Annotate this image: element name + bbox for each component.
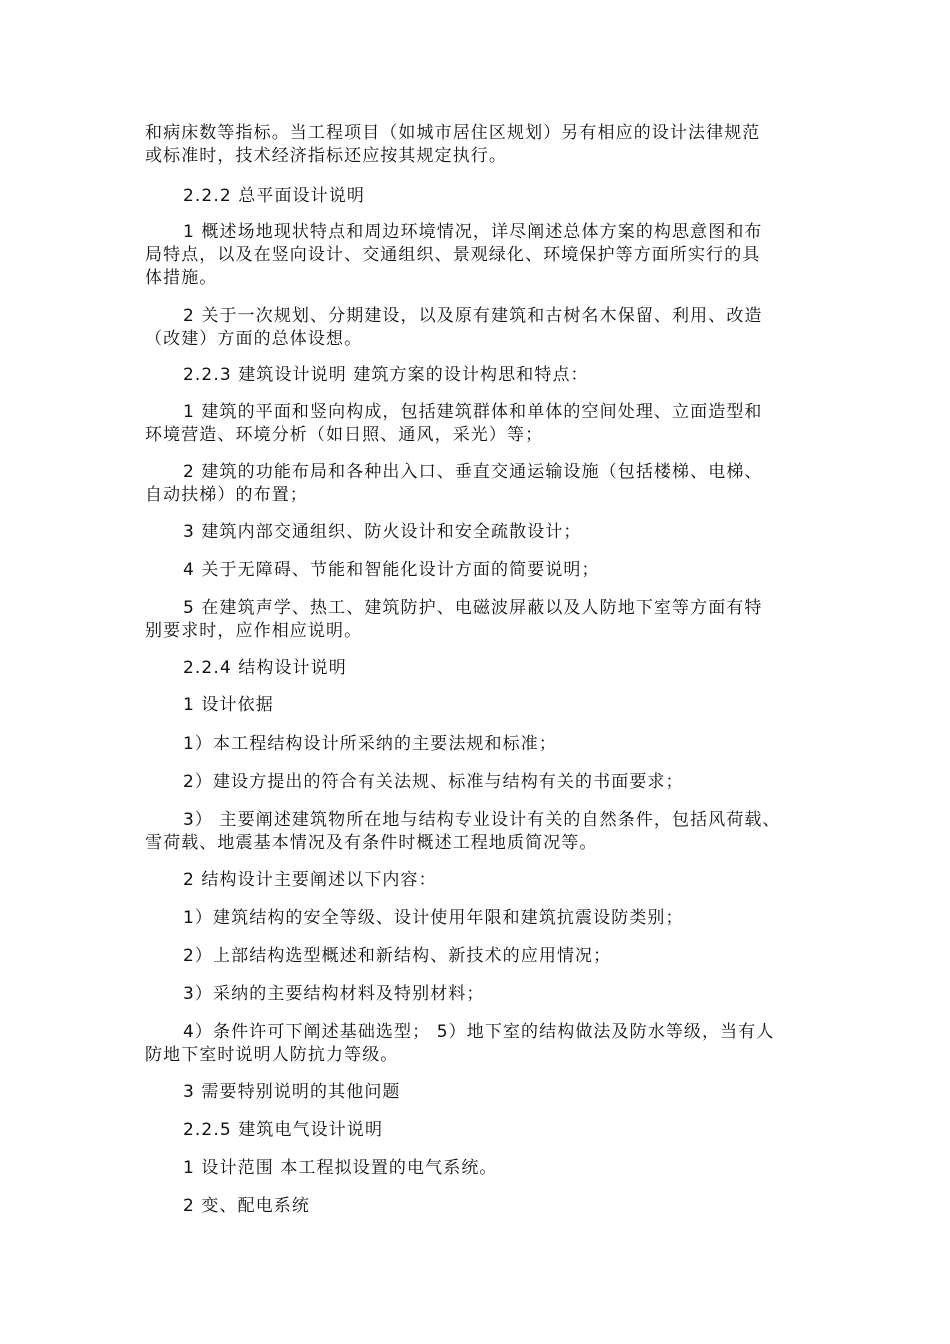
text-line: 自动扶梯）的布置；	[145, 485, 308, 505]
text-line: 2 结构设计主要阐述以下内容：	[183, 870, 437, 890]
list-item-safety-grade	[145, 907, 825, 930]
list-item-materials	[145, 983, 825, 1006]
section-heading-2-2-2	[145, 185, 825, 208]
text-line: 和病床数等指标。当工程项目（如城市居住区规划）另有相应的设计法律规范	[145, 123, 761, 143]
text-line: 2 变、配电系统	[183, 1196, 311, 1216]
paragraph-power-distribution	[145, 1195, 825, 1218]
text-line: 或标准时，技术经济指标还应按其规定执行。	[145, 146, 507, 166]
paragraph-tech-indicators-continued	[145, 122, 825, 168]
text-line: 3 需要特别说明的其他问题	[183, 1082, 401, 1102]
text-line: 1 概述场地现状特点和周边环境情况，详尽阐述总体方案的构思意图和布	[183, 222, 763, 242]
paragraph-accessibility	[145, 559, 825, 582]
text-line: 2 关于一次规划、分期建设，以及原有建筑和古树名木保留、利用、改造	[183, 306, 763, 326]
heading-text: 2.2.2 总平面设计说明	[183, 186, 365, 206]
list-item-foundation-basement	[145, 1021, 825, 1067]
text-line: 4 关于无障碍、节能和智能化设计方面的简要说明；	[183, 560, 600, 580]
text-line: 1 设计依据	[183, 695, 274, 715]
text-line: 1）本工程结构设计所采纳的主要法规和标准；	[183, 734, 557, 754]
text-line: 3 建筑内部交通组织、防火设计和安全疏散设计；	[183, 522, 582, 542]
text-line: （改建）方面的总体设想。	[145, 329, 363, 349]
paragraph-functional-layout	[145, 461, 825, 507]
text-line: 1 建筑的平面和竖向构成，包括建筑群体和单体的空间处理、立面造型和	[183, 402, 763, 422]
paragraph-design-scope	[145, 1157, 825, 1180]
text-line: 3）采纳的主要结构材料及特别材料；	[183, 984, 485, 1004]
text-line: 雪荷载、地震基本情况及有条件时概述工程地质简况等。	[145, 833, 598, 853]
list-item-superstructure	[145, 945, 825, 968]
text-line: 2 建筑的功能布局和各种出入口、垂直交通运输设施（包括楼梯、电梯、	[183, 462, 763, 482]
section-heading-2-2-4	[145, 657, 825, 680]
text-line: 防地下室时说明人防抗力等级。	[145, 1045, 399, 1065]
section-heading-2-2-3	[145, 364, 825, 387]
list-item-client-requirements	[145, 771, 825, 794]
paragraph-special-requirements	[145, 597, 825, 643]
heading-text: 2.2.5 建筑电气设计说明	[183, 1120, 384, 1140]
text-line: 2）上部结构选型概述和新结构、新技术的应用情况；	[183, 946, 612, 966]
section-heading-2-2-5	[145, 1119, 825, 1142]
list-item-natural-conditions	[145, 809, 825, 855]
paragraph-structure-main-content	[145, 869, 825, 892]
heading-text: 2.2.3 建筑设计说明 建筑方案的设计构思和特点：	[183, 365, 589, 385]
heading-text: 2.2.4 结构设计说明	[183, 658, 347, 678]
paragraph-other-issues	[145, 1081, 825, 1104]
text-line: 3） 主要阐述建筑物所在地与结构专业设计有关的自然条件，包括风荷载、	[183, 810, 781, 830]
paragraph-design-basis	[145, 694, 825, 717]
text-line: 2）建设方提出的符合有关法规、标准与结构有关的书面要求；	[183, 772, 684, 792]
text-line: 1 设计范围 本工程拟设置的电气系统。	[183, 1158, 498, 1178]
paragraph-building-composition	[145, 401, 825, 447]
text-line: 体措施。	[145, 268, 218, 288]
paragraph-phased-planning	[145, 305, 825, 351]
list-item-regulations	[145, 733, 825, 756]
text-line: 环境营造、环境分析（如日照、通风，采光）等；	[145, 425, 544, 445]
text-line: 1）建筑结构的安全等级、设计使用年限和建筑抗震设防类别；	[183, 908, 684, 928]
text-line: 5 在建筑声学、热工、建筑防护、电磁波屏蔽以及人防地下室等方面有特	[183, 598, 763, 618]
text-line: 别要求时，应作相应说明。	[145, 621, 363, 641]
paragraph-site-overview	[145, 221, 825, 290]
paragraph-traffic-fire-safety	[145, 521, 825, 544]
text-line: 4）条件许可下阐述基础选型； 5）地下室的结构做法及防水等级，当有人	[183, 1022, 775, 1042]
text-line: 局特点，以及在竖向设计、交通组织、景观绿化、环境保护等方面所实行的具	[145, 245, 761, 265]
